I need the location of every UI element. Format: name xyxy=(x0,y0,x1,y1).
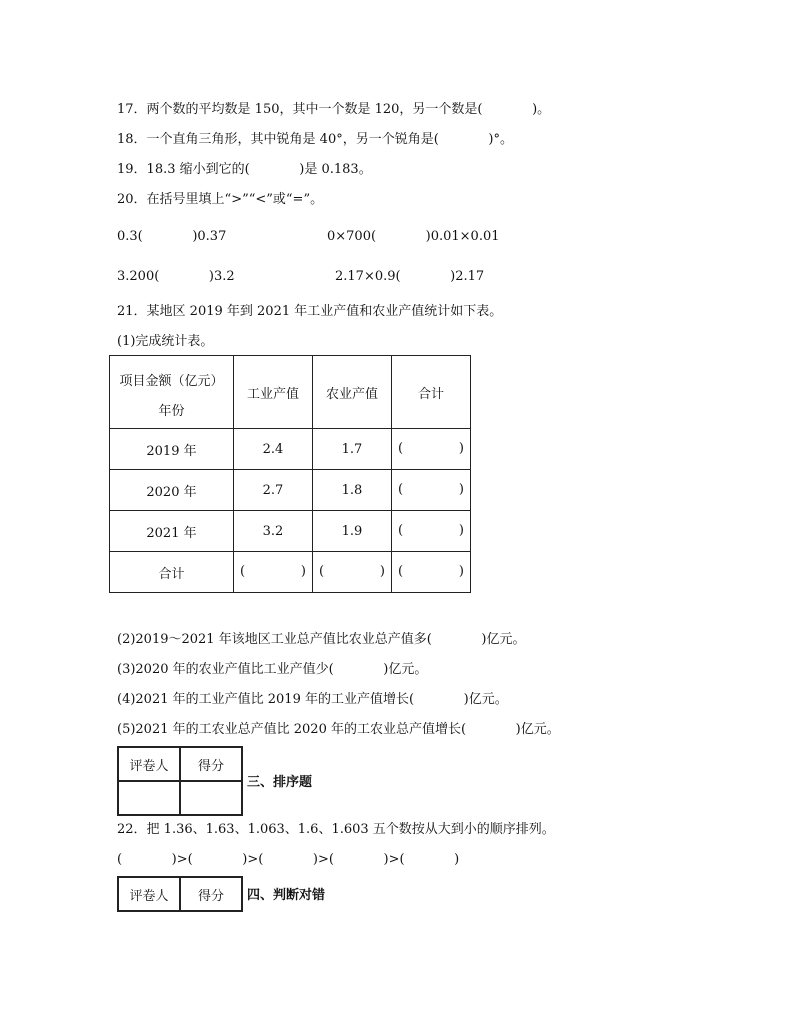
grader-box-section-4 xyxy=(117,876,243,912)
table-header-row xyxy=(110,356,471,429)
paren-open: ( xyxy=(398,482,404,497)
paren-close: ) xyxy=(458,564,464,579)
question-21-part-3: (3)2020 年的农业产值比工业产值少( )亿元。 xyxy=(117,662,428,677)
total-blank-cell[interactable] xyxy=(392,470,471,511)
question-21-part-5: (5)2021 年的工农业总产值比 2020 年的工农业总产值增长( )亿元。 xyxy=(117,722,560,737)
total-label-cell: 合计 xyxy=(110,552,234,593)
paren-close: ) xyxy=(458,482,464,497)
grader-score-label: 得分 xyxy=(180,877,242,911)
paren-close: ) xyxy=(458,523,464,538)
header-year: 年份 xyxy=(158,404,185,419)
question-20-item-b: 0×700( )0.01×0.01 xyxy=(327,229,500,244)
grader-reviewer-field[interactable] xyxy=(118,781,180,815)
question-21-part-4: (4)2021 年的工业产值比 2019 年的工业产值增长( )亿元。 xyxy=(117,692,508,707)
industry-cell: 2.4 xyxy=(234,429,313,470)
grand-total-blank[interactable] xyxy=(392,552,471,593)
paren-open: ( xyxy=(240,564,246,579)
paren-open: ( xyxy=(398,564,404,579)
question-20-item-c: 3.200( )3.2 xyxy=(117,269,235,284)
agriculture-cell: 1.8 xyxy=(313,470,392,511)
grader-box-section-3 xyxy=(117,746,243,816)
question-18: 18．一个直角三角形，其中锐角是 40°，另一个锐角是( )°。 xyxy=(117,132,513,147)
total-blank-cell[interactable] xyxy=(392,429,471,470)
year-cell: 2019 年 xyxy=(110,429,234,470)
paren-close: ) xyxy=(379,564,385,579)
question-22-blanks: ( )>( )>( )>( )>( ) xyxy=(117,852,460,867)
paren-close: ) xyxy=(300,564,306,579)
question-21-part-2: (2)2019～2021 年该地区工业总产值比农业总产值多( )亿元。 xyxy=(117,632,526,647)
question-20-item-d: 2.17×0.9( )2.17 xyxy=(335,269,485,284)
grader-score-field[interactable] xyxy=(180,781,242,815)
agriculture-total-blank[interactable] xyxy=(313,552,392,593)
industry-total-blank[interactable] xyxy=(234,552,313,593)
question-17: 17．两个数的平均数是 150，其中一个数是 120，另一个数是( )。 xyxy=(117,102,551,117)
paren-open: ( xyxy=(398,441,404,456)
paren-open: ( xyxy=(319,564,325,579)
section-4-title: 四、判断对错 xyxy=(247,888,326,903)
statistics-table xyxy=(109,355,471,593)
paren-close: ) xyxy=(458,441,464,456)
header-item-amount: 项目金额（亿元） xyxy=(119,374,224,389)
table-row xyxy=(110,429,471,470)
diagonal-header-cell xyxy=(110,356,234,429)
header-agriculture: 农业产值 xyxy=(313,356,392,429)
question-20-item-a: 0.3( )0.37 xyxy=(117,229,227,244)
question-19: 19．18.3 缩小到它的( )是 0.183。 xyxy=(117,162,372,177)
year-cell: 2020 年 xyxy=(110,470,234,511)
question-21-part-1: (1)完成统计表。 xyxy=(117,334,214,349)
industry-cell: 2.7 xyxy=(234,470,313,511)
year-cell: 2021 年 xyxy=(110,511,234,552)
grader-reviewer-label: 评卷人 xyxy=(118,877,180,911)
industry-cell: 3.2 xyxy=(234,511,313,552)
section-3-title: 三、排序题 xyxy=(247,775,313,790)
total-blank-cell[interactable] xyxy=(392,511,471,552)
grader-score-label: 得分 xyxy=(180,747,242,781)
table-row xyxy=(110,511,471,552)
agriculture-cell: 1.7 xyxy=(313,429,392,470)
table-total-row xyxy=(110,552,471,593)
header-total: 合计 xyxy=(392,356,471,429)
question-20: 20．在括号里填上“>”“<”或“=”。 xyxy=(117,192,324,207)
header-industry: 工业产值 xyxy=(234,356,313,429)
agriculture-cell: 1.9 xyxy=(313,511,392,552)
paren-open: ( xyxy=(398,523,404,538)
question-21: 21．某地区 2019 年到 2021 年工业产值和农业产值统计如下表。 xyxy=(117,304,503,319)
table-row xyxy=(110,470,471,511)
grader-reviewer-label: 评卷人 xyxy=(118,747,180,781)
question-22: 22．把 1.36、1.63、1.063、1.6、1.603 五个数按从大到小的顺序排列。 xyxy=(117,822,555,837)
